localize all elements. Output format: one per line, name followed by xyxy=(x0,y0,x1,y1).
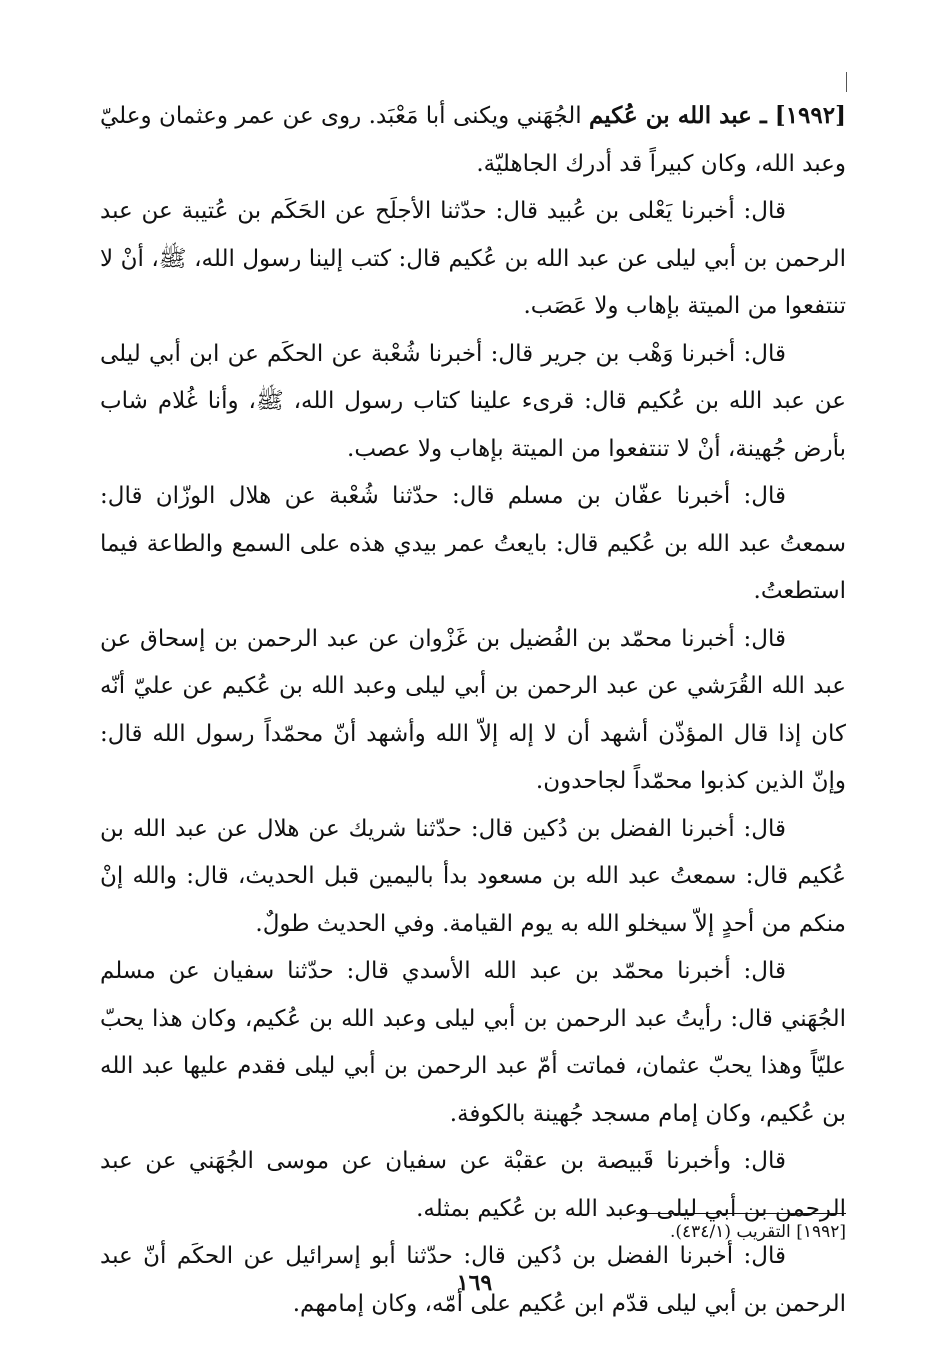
paragraph-1: قال: أخبرنا يَعْلى بن عُبيد قال: حدّثنا الأجلَح عن الحَكَم بن عُتيبة عن عبد الرحمن بن أبي ليلى عن عبد الله بن عُكيم قال: كتب إلينا رسول الله، ﷺ، أنْ لا تنتفعوا من الميتة بإهاب ولا عَصَب. xyxy=(100,198,846,319)
entry-heading: [١٩٩٢] ـ عبد الله بن عُكيم xyxy=(589,102,846,129)
page-number: ١٦٩ xyxy=(456,1270,493,1296)
main-text xyxy=(100,92,846,1328)
paragraph-2: قال: أخبرنا وَهْب بن جرير قال: أخبرنا شُعْبة عن الحكَم عن ابن أبي ليلى عن عبد الله بن عُكيم قال: قرىء علينا كتاب رسول الله، ﷺ، وأنا غُلام شاب بأرض جُهينة، أنْ لا تنتفعوا من الميتة بإهاب ولا عصب. xyxy=(100,340,846,462)
entry-intro xyxy=(100,92,846,188)
margin-mark xyxy=(846,72,847,92)
paragraph-6: قال: أخبرنا محمّد بن عبد الله الأسدي قال: حدّثنا سفيان عن مسلم الجُهَني قال: رأيتُ عبد الرحمن بن أبي ليلى وعبد الله بن عُكيم، وكان هذا يحبّ عليّاً وهذا يحبّ عثمان، فماتت أمّ عبد الرحمن بن أبي ليلى فقدم عليها عبد الله بن عُكيم، وكان إمام مسجد جُهينة بالكوفة. xyxy=(100,958,846,1127)
footnote: [١٩٩٢] التقريب (٤٣٤/١). xyxy=(670,1222,846,1242)
paragraph-5: قال: أخبرنا الفضل بن دُكين قال: حدّثنا شريك عن هلال عن عبد الله بن عُكيم قال: سمعتُ عبد الله بن مسعود بدأ باليمين قبل الحديث، قال: والله إنْ منكم من أحدٍ إلاّ سيخلو الله به يوم القيامة. وفي الحديث طولٌ. xyxy=(100,815,846,937)
paragraph-4: قال: أخبرنا محمّد بن الفُضيل بن غَزْوان عن عبد الرحمن بن إسحاق عن عبد الله القُرَشي عن عبد الرحمن بن أبي ليلى وعبد الله بن عُكيم عن عليّ أنّه كان إذا قال المؤذّن أشهد أن لا إله إلاّ الله وأشهد أنّ محمّداً رسول الله قال: وإنّ الذين كذبوا محمّداً لجاحدون. xyxy=(100,625,846,794)
paragraph-7: قال: وأخبرنا قَبيصة بن عقبْة عن سفيان عن موسى الجُهَني عن عبد الرحمن بن أبي ليلى وعبد الله بن عُكيم بمثله. xyxy=(100,1148,846,1222)
entry-intro-text: الجُهَني ويكنى أبا مَعْبَد. روى عن عمر وعثمان وعليّ وعبد الله، وكان كبيراً قد أدرك الجاهليّة. xyxy=(100,103,846,177)
footnote-divider xyxy=(636,1213,846,1214)
paragraph-8: قال: أخبرنا الفضل بن دُكين قال: حدّثنا أبو إسرائيل عن الحكَم أنّ عبد الرحمن بن أبي ليلى قدّم ابن عُكيم على أمّه، وكان إمامهم. xyxy=(100,1243,846,1317)
paragraph-3: قال: أخبرنا عفّان بن مسلم قال: حدّثنا شُعْبة عن هلال الوزّان قال: سمعتُ عبد الله بن عُكيم قال: بايعتُ عمر بيدي هذه على السمع والطاعة فيما استطعتُ. xyxy=(100,483,846,604)
